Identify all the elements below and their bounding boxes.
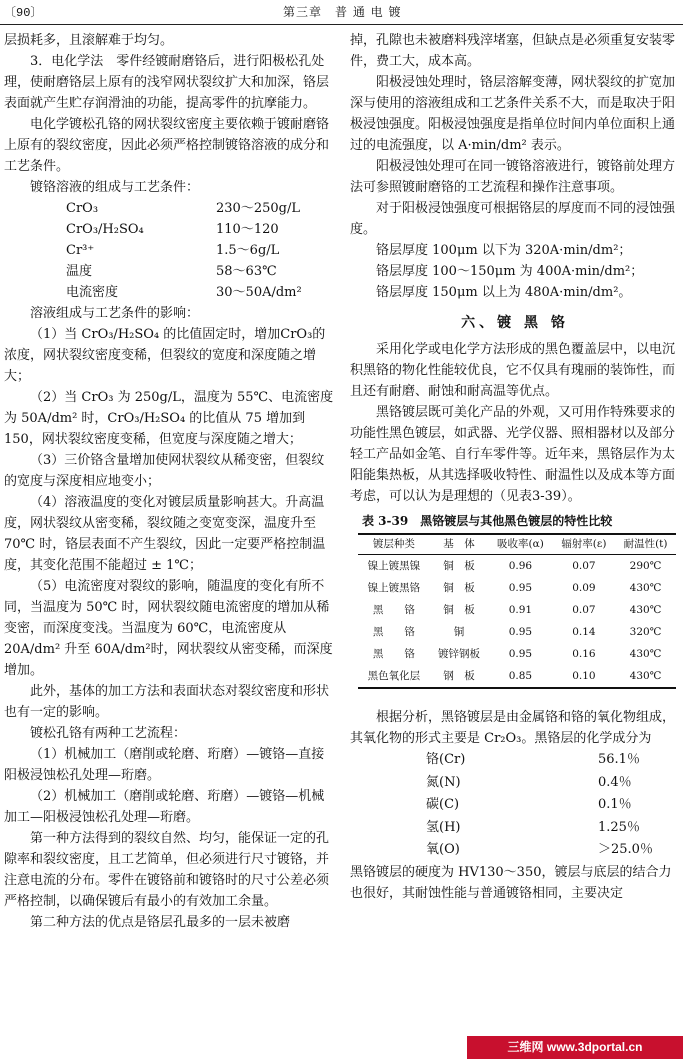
paragraph: （1）机械加工（磨削或轮磨、珩磨）—镀铬—直接阳极浸蚀松孔处理—珩磨。: [4, 747, 325, 783]
section-title: 六、镀 黑 铬: [461, 315, 569, 331]
table-cell: 430℃: [629, 582, 662, 594]
paragraph: 阳极浸蚀处理可在同一镀铬溶液进行，镀铬前处理方法可参照镀耐磨铬的工艺流程和操作注意事项。: [350, 159, 676, 195]
composition-name: CrO₃/H₂SO₄: [66, 222, 144, 237]
element-name: 氢(H): [426, 819, 461, 835]
table-cell: 钢 板: [430, 665, 488, 688]
composition-value: 30～50A/dm²: [216, 285, 302, 300]
left-column: [4, 30, 336, 933]
table-header-cell: 基 体: [430, 534, 488, 555]
composition-name: 温度: [66, 264, 93, 279]
paragraph: 镀铬溶液的组成与工艺条件：: [30, 180, 200, 195]
element-name: 氧(O): [426, 842, 460, 857]
paragraph: 第二种方法的优点是铬层孔最多的一层未被磨: [30, 915, 291, 930]
right-column: [350, 30, 680, 904]
table-cell: 430℃: [629, 648, 662, 660]
paragraph: （5）电流密度对裂纹的影响，随温度的变化有所不同，当温度为 50℃ 时，网状裂纹随电流密度的增加从稀变密，而深度变浅。当温度为 60℃，电流密度从 20A/dm² 升至 60A/dm²时，网状裂纹从密变稀，而深度增加。: [4, 579, 333, 678]
table-header-cell: 辐射率(ε): [553, 534, 615, 555]
paragraph: 黑铬镀层的硬度为 HV130～350，镀层与底层的结合力也很好，其耐蚀性能与普通镀铬相同，主要决定: [350, 864, 672, 901]
page-number: 〔90〕: [4, 6, 43, 20]
element-list: [350, 749, 680, 862]
table-cell: 0.95: [508, 582, 533, 594]
element-value: ＞25.0％: [598, 842, 653, 857]
page-header: [0, 0, 683, 25]
table-header-cell: 镀层种类: [358, 534, 430, 555]
table-cell: 黑 铬: [372, 604, 415, 616]
paragraph: 层损耗多，且滚解难于均匀。: [4, 33, 174, 48]
paragraph: （3）三价铬含量增加使网状裂纹从稀变密，但裂纹的宽度与深度相应地变小；: [4, 453, 325, 489]
composition-value: 1.5～6g/L: [216, 243, 280, 258]
table-cell: 黑 铬: [372, 648, 415, 660]
composition-row: [4, 261, 336, 282]
table-cell: 镍上镀黑镍: [367, 560, 421, 572]
watermark-logo: 三维网 www.3dportal.cn: [467, 1036, 683, 1059]
composition-row: [4, 282, 336, 303]
paragraph: （1）当 CrO₃/H₂SO₄ 的比值固定时，增加CrO₃的浓度，网状裂纹密度变稀，但裂纹的宽度和深度随之增大；: [4, 327, 326, 384]
table-cell: 铜: [453, 626, 465, 638]
running-title: 第三章 普 通 电 镀: [283, 5, 402, 19]
table-cell: 0.95: [508, 648, 533, 660]
composition-name: CrO₃: [66, 201, 99, 216]
table-cell: 0.14: [572, 626, 596, 638]
composition-row: [4, 198, 336, 219]
table-header-row: [358, 534, 676, 555]
element-row: [350, 817, 680, 840]
element-name: 氮(N): [426, 774, 461, 790]
table-row: [358, 577, 676, 599]
table-cell: 铜 板: [443, 582, 475, 594]
table-cell: 0.85: [488, 665, 553, 688]
paragraph: （2）机械加工（磨削或轮磨、珩磨）—镀铬—机械加工—阳极浸蚀松孔处理—珩磨。: [4, 789, 325, 825]
table-cell: 430℃: [629, 604, 662, 616]
paragraph: （4）溶液温度的变化对镀层质量影响甚大。升高温度，网状裂纹从密变稀，裂纹随之变宽变深，温度升至 70℃ 时，铬层表面不产生裂纹，因此一定要严格控制温度，其变化范围不能超过 ± 1℃；: [4, 495, 326, 573]
paragraph: 掉，孔隙也未被磨料残滓堵塞，但缺点是必须重复安装零件，费工大，成本高。: [350, 33, 676, 69]
element-row: [350, 839, 680, 862]
table-row: [358, 621, 676, 643]
composition-row: [4, 219, 336, 240]
table-header-cell: 吸收率(α): [488, 534, 553, 555]
table-row: [358, 643, 676, 665]
table-row: [358, 555, 676, 578]
element-value: 1.25％: [598, 819, 640, 835]
paragraph: 溶液组成与工艺条件的影响：: [30, 306, 200, 321]
paragraph: 阳极浸蚀处理时，铬层溶解变薄，网状裂纹的扩宽加深与使用的溶液组成和工艺条件关系不大，而是取决于阳极浸蚀强度。阳极浸蚀强度是指单位时间内单位面积上通过的电流强度，以 A·min/dm² 表示。: [350, 75, 676, 153]
thickness-item: 铬层厚度 150μm 以上为 480A·min/dm²。: [376, 285, 632, 300]
element-row: [350, 772, 680, 795]
element-value: 0.4％: [598, 774, 632, 790]
paragraph: 根据分析，黑铬镀层是由金属铬和铬的氧化物组成，其氧化物的形式主要是 Cr₂O₃。黑铬层的化学成分为: [350, 710, 676, 746]
paragraph: 电化学镀松孔铬的网状裂纹密度主要依赖于镀耐磨铬上原有的裂纹密度，因此必须严格控制镀铬溶液的成分和工艺条件。: [4, 117, 330, 174]
table-cell: 0.10: [553, 665, 615, 688]
comparison-table: [358, 533, 676, 689]
table-cell: 铜 板: [443, 604, 475, 616]
thickness-item: 铬层厚度 100μm 以下为 320A·min/dm²；: [376, 243, 632, 258]
composition-value: 110～120: [216, 222, 279, 237]
composition-value: 230～250g/L: [216, 201, 300, 216]
table-cell: 0.95: [508, 626, 533, 638]
composition-list: [4, 198, 336, 303]
table-cell: 0.07: [572, 604, 596, 616]
paragraph: 此外，基体的加工方法和表面状态对裂纹密度和形状也有一定的影响。: [4, 684, 330, 720]
table-cell: 0.96: [508, 560, 533, 572]
table-cell: 0.07: [572, 560, 596, 572]
element-value: 56.1％: [598, 752, 640, 767]
composition-row: [4, 240, 336, 261]
table-cell: 镍上镀黑铬: [367, 582, 421, 594]
table-cell: 镀锌钢板: [437, 648, 480, 660]
table-cell: 320℃: [629, 626, 662, 638]
table-cell: 黑色氧化层: [358, 665, 430, 688]
table-row: [358, 665, 676, 688]
table-cell: 0.09: [572, 582, 596, 594]
paragraph: 3．电化学法 零件经镀耐磨铬后，进行阳极松孔处理，使耐磨铬层上原有的浅窄网状裂纹扩大和加深，铬层表面就产生贮存润滑油的功能，提高零件的抗摩能力。: [4, 54, 330, 111]
table-cell: 0.16: [572, 648, 596, 660]
composition-value: 58～63℃: [216, 264, 277, 279]
paragraph: 采用化学或电化学方法形成的黑色覆盖层中，以电沉积黑铬的物化性能较优良，它不仅具有瑰丽的装饰性，而且还有耐磨、耐蚀和耐高温等优点。: [350, 342, 676, 399]
table-cell: 铜 板: [443, 560, 475, 572]
table-caption: 表 3-39 黑铬镀层与其他黑色镀层的特性比较: [362, 514, 613, 528]
paragraph: 黑铬镀层既可美化产品的外观，又可用作特殊要求的功能性黑色镀层，如武器、光学仪器、照相器材以及部分轻工产品如金笔、自行车零件等。近年来，黑铬层作为太阳能集热板，从其选择吸收特性、耐温性以及成本等方面考虑，可以认为是理想的（见表3-39）。: [350, 405, 676, 504]
composition-name: Cr³⁺: [66, 243, 95, 258]
element-row: [350, 749, 680, 772]
table-cell: 0.91: [508, 604, 533, 616]
table-row: [358, 599, 676, 621]
table-cell: 290℃: [629, 560, 662, 572]
element-value: 0.1％: [598, 797, 632, 812]
element-name: 铬(Cr): [426, 752, 466, 767]
element-name: 碳(C): [426, 797, 460, 812]
table-cell: 黑 铬: [372, 626, 415, 638]
table-header-cell: 耐温性(t): [615, 534, 676, 555]
paragraph: 对于阳极浸蚀强度可根据铬层的厚度而不同的浸蚀强度。: [350, 201, 676, 237]
element-row: [350, 794, 680, 817]
table-cell: 430℃: [615, 665, 676, 688]
paragraph: 第一种方法得到的裂纹自然、均匀，能保证一定的孔隙率和裂纹密度，且工艺简单，但必须进行尺寸镀铬，并注意电流的分布。零件在镀铬前和镀铬时的尺寸公差必须严格控制，以确保镀后有最小的有效加工余量。: [4, 831, 330, 909]
thickness-item: 铬层厚度 100～150μm 为 400A·min/dm²；: [376, 264, 644, 279]
composition-name: 电流密度: [66, 285, 119, 300]
paragraph: （2）当 CrO₃ 为 250g/L，温度为 55℃、电流密度为 50A/dm² 时，CrO₃/H₂SO₄ 的比值从 75 增加到 150，网状裂纹密度变稀，但宽度与深度随之增大；: [4, 390, 334, 447]
paragraph: 镀松孔铬有两种工艺流程：: [30, 726, 187, 741]
